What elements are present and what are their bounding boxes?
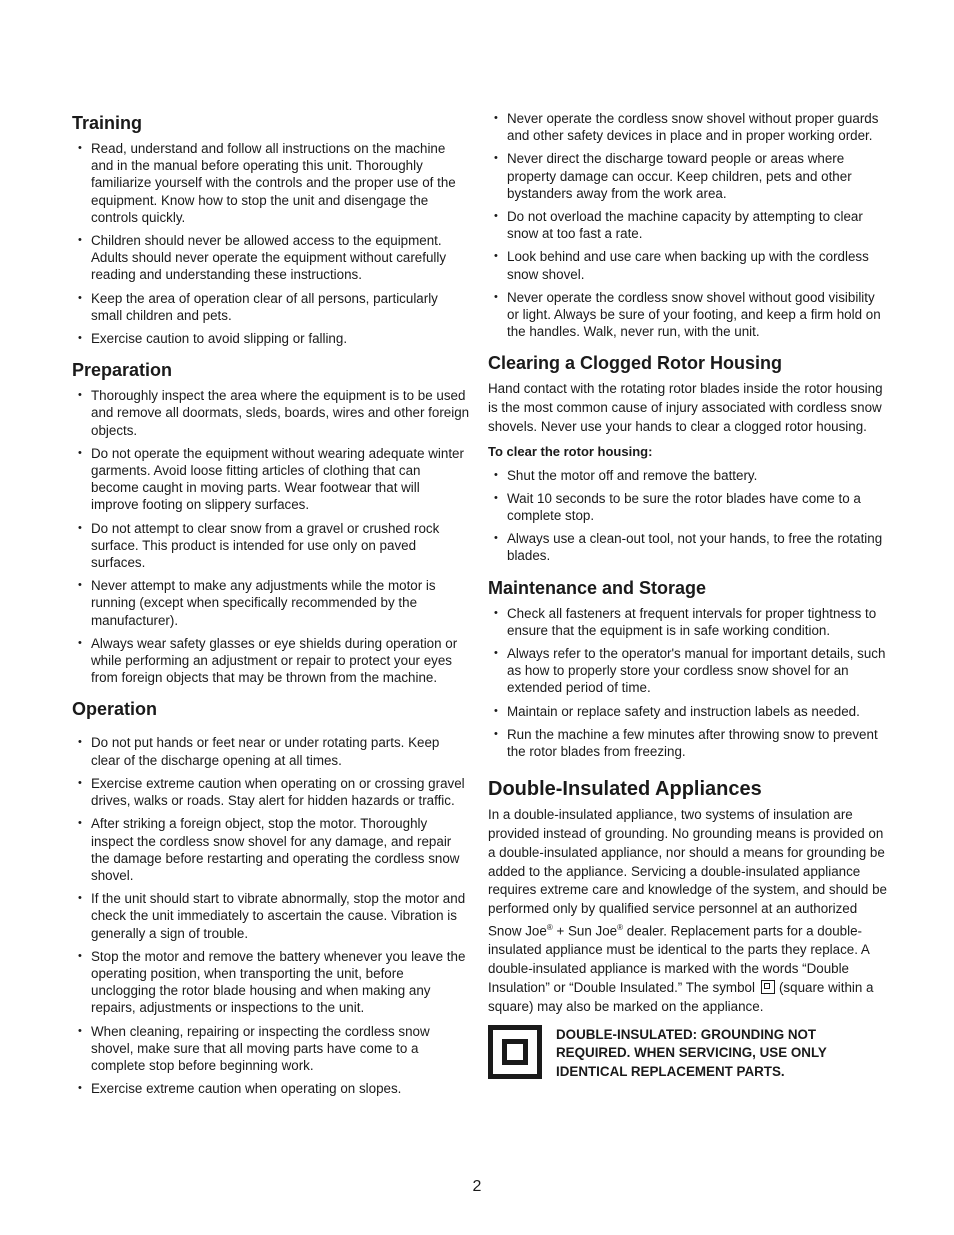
operation-list: [72, 734, 470, 1097]
list-item: • Do not attempt to clear snow from a gravel or crushed rock surface. This product is intended for use only on paved surfaces.: [72, 520, 470, 572]
training-list: [72, 140, 470, 347]
maintenance-heading: Maintenance and Storage: [488, 577, 707, 598]
list-item: • Run the machine a few minutes after throwing snow to prevent the rotor blades from freezing.: [488, 726, 888, 760]
warning-text: DOUBLE-INSULATED: GROUNDING NOT REQUIRED. WHEN SERVICING, USE ONLY IDENTICAL REPLACEMENT PARTS.: [556, 1026, 827, 1079]
list-item: • Thoroughly inspect the area where the equipment is to be used and remove all doormats, sleds, boards, wires and other foreign objects.: [72, 387, 470, 439]
clogged-rotor-section: [488, 352, 888, 564]
list-item: • Stop the motor and remove the battery whenever you leave the operating position, when transporting the unit, before unclogging the rotor blade housing and when making any repairs, adjustments or inspections to the unit.: [72, 948, 470, 1017]
maintenance-section: [488, 577, 888, 761]
list-item: • Exercise extreme caution when operating on slopes.: [72, 1080, 470, 1097]
double-insulated-heading: Double-Insulated Appliances: [488, 778, 762, 801]
registered-mark: ®: [617, 923, 624, 933]
list-item: • Children should never be allowed access to the equipment. Adults should never operate the equipment without carefully reading and understanding these instructions.: [72, 232, 470, 284]
list-item: • Keep the area of operation clear of all persons, particularly small children and pets.: [72, 290, 470, 324]
list-item: • Never attempt to make any adjustments while the motor is running (except when specifically recommended by the manufacturer).: [72, 577, 470, 629]
double-insulation-symbol-icon: [488, 1025, 542, 1079]
maintenance-list: [488, 605, 888, 761]
clogged-rotor-intro: Hand contact with the rotating rotor blades inside the rotor housing is the most common cause of injury associated with cordless snow shovels. Never use your hands to clear a clogged rotor housing.: [488, 381, 883, 435]
training-section: [72, 112, 470, 347]
list-item: • Check all fasteners at frequent intervals for proper tightness to ensure that the equipment is in safe working condition.: [488, 605, 888, 639]
right-column: [488, 110, 888, 1081]
list-item: • Exercise caution to avoid slipping or falling.: [72, 330, 470, 347]
paragraph-text: In a double-insulated appliance, two systems of insulation are provided instead of grounding. No grounding means is provided on a double-insulated appliance, nor should a means for grounding be added to the appliance. Servicing a double-insulated appliance requires extreme care and knowledge of the system, and should be performed only by qualified service personnel at an authorized Snow Joe: [488, 807, 887, 939]
list-item: • Never operate the cordless snow shovel without good visibility or light. Always be sure of your footing, and keep a firm hold on the handles. Walk, never run, with the unit.: [488, 289, 888, 341]
list-item: • If the unit should start to vibrate abnormally, stop the motor and check the unit immediately to ascertain the cause. Vibration is generally a sign of trouble.: [72, 890, 470, 942]
list-item: • Never operate the cordless snow shovel without proper guards and other safety devices in place and in proper working order.: [488, 110, 888, 144]
clogged-rotor-list: [488, 467, 888, 565]
page-number: 2: [472, 1178, 482, 1195]
list-item: • Do not put hands or feet near or under rotating parts. Keep clear of the discharge opening at all times.: [72, 734, 470, 768]
list-item: • Do not overload the machine capacity by attempting to clear snow at too fast a rate.: [488, 208, 888, 242]
double-insulation-icon: [761, 980, 775, 994]
preparation-section: [72, 359, 470, 686]
operation-continued-section: [488, 110, 888, 340]
list-item: • Read, understand and follow all instructions on the machine and in the manual before operating this unit. Thoroughly familiarize yourself with the controls and the proper use of the equipment. Know how to stop the unit and disengage the controls quickly.: [72, 140, 470, 226]
preparation-heading: Preparation: [72, 360, 173, 381]
list-item: • Always refer to the operator's manual for important details, such as how to properly store your cordless snow shovel for an extended period of time.: [488, 645, 888, 697]
training-heading: Training: [72, 113, 143, 133]
list-item: • Never direct the discharge toward people or areas where property damage can occur. Keep children, pets and other bystanders away from the work area.: [488, 150, 888, 202]
paragraph-text: + Sun Joe: [552, 923, 618, 939]
paragraph-text: (square within a square) may also be marked on the appliance.: [488, 979, 874, 1014]
list-item: • Do not operate the equipment without wearing adequate winter garments. Avoid loose fitting articles of clothing that can become caught in moving parts. Wear footwear that will improve footing on slippery surfaces.: [72, 445, 470, 514]
paragraph-text: dealer. Replacement parts for a double-insulated appliance must be identical to the parts they replace. A double-insulated appliance is marked with the words “Double Insulation” or “Double Insulated.” The symbol: [488, 923, 870, 995]
list-item: • Always wear safety glasses or eye shields during operation or while performing an adjustment or repair to protect your eyes from foreign objects that may be thrown from the machine.: [72, 635, 470, 687]
clogged-rotor-subheading: To clear the rotor housing:: [488, 443, 653, 459]
double-insulated-paragraph: [488, 806, 888, 1016]
clogged-rotor-heading: Clearing a Clogged Rotor Housing: [488, 353, 783, 374]
preparation-list: [72, 387, 470, 686]
list-item: • Look behind and use care when backing up with the cordless snow shovel.: [488, 248, 888, 282]
double-insulated-section: [488, 778, 888, 1081]
list-item: • Shut the motor off and remove the battery.: [488, 467, 888, 484]
list-item: • Maintain or replace safety and instruction labels as needed.: [488, 703, 888, 720]
operation-heading: Operation: [72, 699, 158, 720]
operation-section: [72, 698, 470, 1097]
left-column: [72, 112, 470, 1105]
list-item: • Always use a clean-out tool, not your hands, to free the rotating blades.: [488, 530, 888, 564]
list-item: • Exercise extreme caution when operating on or crossing gravel drives, walks or roads. Stay alert for hidden hazards or traffic.: [72, 775, 470, 809]
list-item: • Wait 10 seconds to be sure the rotor blades have come to a complete stop.: [488, 490, 888, 524]
double-insulated-warning: [488, 1025, 888, 1082]
operation-continued-list: [488, 110, 888, 340]
list-item: • After striking a foreign object, stop the motor. Thoroughly inspect the cordless snow shovel for any damage, and repair the damage before restarting and operating the cordless snow shovel.: [72, 815, 470, 884]
list-item: • When cleaning, repairing or inspecting the cordless snow shovel, make sure that all moving parts have come to a complete stop before beginning work.: [72, 1023, 470, 1075]
registered-mark: ®: [546, 923, 553, 933]
